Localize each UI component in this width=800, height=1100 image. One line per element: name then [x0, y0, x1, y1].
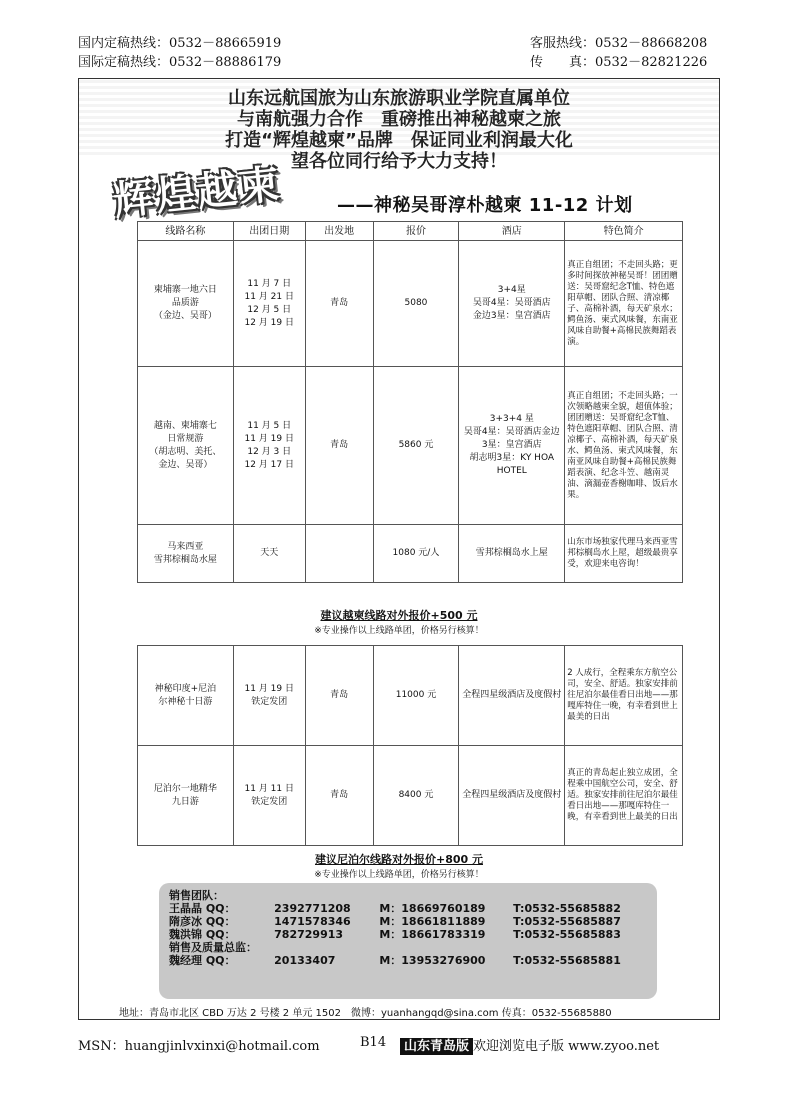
contact-mobile: M：13953276900	[379, 954, 486, 967]
intl-hotline: 国际定稿热线：0532－88886179	[78, 55, 282, 70]
col-header: 出发地	[305, 222, 373, 241]
sales-team-title: 销售团队：	[169, 889, 224, 902]
contact-name: 魏洪锦 QQ：	[169, 928, 236, 941]
edition-badge: 山东青岛版	[400, 1038, 473, 1055]
note-sub: ※专业操作以上线路单团，价格另行核算！	[314, 626, 484, 636]
contact-qq: 2392771208	[274, 902, 351, 915]
col-header: 报价	[373, 222, 459, 241]
contact-row	[169, 902, 647, 915]
features: 2 人成行，全程乘东方航空公司，安全、舒适。独家安排前往尼泊尔最佳看日出地——那嘎库特住一晚，有幸看到世上最美的日出	[565, 646, 683, 746]
header-right	[530, 34, 707, 72]
features: 山东市场独家代理马来西亚雪邦棕榈岛水上屋，超级最贵享受，欢迎来电咨询！	[565, 525, 683, 583]
contact-qq: 782729913	[274, 928, 344, 941]
india-nepal-table	[137, 645, 683, 846]
contact-row	[169, 915, 647, 928]
contact-name: 王晶晶 QQ：	[169, 902, 236, 915]
route-name: 神秘印度+尼泊 尔神秘十日游	[138, 646, 234, 746]
price: 5860 元	[373, 367, 459, 525]
vietnam-pricing-note	[79, 607, 719, 636]
col-header: 酒店	[459, 222, 565, 241]
sales-contact-box	[159, 883, 657, 999]
nepal-pricing-note	[79, 851, 719, 880]
note-main: 建议越柬线路对外报价+500 元	[320, 609, 478, 622]
contact-name: 隋彦冰 QQ：	[169, 915, 236, 928]
hotel: 全程四星级酒店及度假村	[459, 646, 565, 746]
service-hotline: 客服热线：0532－88668208	[530, 36, 708, 51]
page-number: B14	[360, 1035, 387, 1050]
price: 5080	[373, 241, 459, 367]
vietnam-cambodia-table	[137, 221, 683, 583]
quality-director-title: 销售及质量总监：	[169, 941, 257, 954]
banner-line-4: 望各位同行给予大力支持！	[291, 151, 507, 172]
brand-logo: 辉煌越柬	[111, 160, 284, 225]
origin: 青岛	[305, 646, 373, 746]
depart-dates: 天天	[233, 525, 305, 583]
contact-mobile: M：18661811889	[379, 915, 486, 928]
table-row	[138, 646, 683, 746]
col-header: 特色简介	[565, 222, 683, 241]
footer-tagline: 欢迎浏览电子版 www.zyoo.net	[473, 1039, 660, 1054]
fax-number: 传 真：0532－82821226	[530, 55, 708, 70]
origin	[305, 525, 373, 583]
depart-dates: 11 月 5 日 11 月 19 日 12 月 3 日 12 月 17 日	[233, 367, 305, 525]
hotel: 3+3+4 星 吴哥4星：吴哥酒店金边3星：皇宫酒店 胡志明3星：KY HOA HOTEL	[459, 367, 565, 525]
promo-banner	[79, 79, 719, 172]
hotel: 全程四星级酒店及度假村	[459, 746, 565, 846]
route-name: 马来西亚 雪邦棕榈岛水屋	[138, 525, 234, 583]
table-row	[138, 367, 683, 525]
banner-line-2: 与南航强力合作 重磅推出神秘越柬之旅	[237, 109, 561, 130]
price: 8400 元	[373, 746, 459, 846]
contact-row	[169, 954, 647, 967]
contact-qq: 20133407	[274, 954, 336, 967]
table-header-row	[138, 222, 683, 241]
contact-tel: T:0532-55685882	[513, 902, 621, 915]
route-name: 尼泊尔一地精华 九日游	[138, 746, 234, 846]
note-sub: ※专业操作以上线路单团，价格另行核算！	[314, 870, 484, 880]
footer-msn: MSN：huangjinlvxinxi@hotmail.com	[78, 1039, 320, 1054]
banner-line-1: 山东远航国旅为山东旅游职业学院直属单位	[228, 88, 570, 109]
depart-dates: 11 月 7 日 11 月 21 日 12 月 5 日 12 月 19 日	[233, 241, 305, 367]
depart-dates: 11 月 19 日 铁定发团	[233, 646, 305, 746]
hotel: 3+4星 吴哥4星：吴哥酒店 金边3星：皇宫酒店	[459, 241, 565, 367]
header-left	[78, 34, 281, 72]
plan-subtitle: ——神秘吴哥淳朴越柬 11-12 计划	[337, 195, 633, 216]
route-name: 柬埔寨一地六日 品质游 （金边、吴哥）	[138, 241, 234, 367]
contact-tel: T:0532-55685887	[513, 915, 621, 928]
price: 1080 元/人	[373, 525, 459, 583]
contact-tel: T:0532-55685881	[513, 954, 621, 967]
domestic-hotline: 国内定稿热线：0532－88665919	[78, 36, 282, 51]
price: 11000 元	[373, 646, 459, 746]
banner-line-3: 打造“辉煌越柬”品牌 保证同业利润最大化	[225, 130, 573, 151]
table-row	[138, 746, 683, 846]
address-line: 地址：青岛市北区 CBD 万达 2 号楼 2 单元 1502 微博：yuanhangqd@sina.com 传真：0532-55685880	[119, 1008, 612, 1019]
contact-tel: T:0532-55685883	[513, 928, 621, 941]
depart-dates: 11 月 11 日 铁定发团	[233, 746, 305, 846]
footer-brand	[400, 1035, 659, 1054]
origin: 青岛	[305, 367, 373, 525]
route-name: 越南、柬埔寨七 日常规游 （胡志明、美托、 金边、吴哥）	[138, 367, 234, 525]
features: 真正自组团；不走回头路；更多时间探放神秘吴哥！团团赠送：吴哥窟纪念T恤、特色遮阳草帽、团队合照、清凉椰子、高棉补酒，每天矿泉水；鳄鱼汤、柬式风味餐，东南亚风味自助餐+高棉民族舞蹈表演。	[565, 241, 683, 367]
ad-frame	[78, 78, 720, 1020]
origin: 青岛	[305, 241, 373, 367]
hotel: 雪邦棕榈岛水上屋	[459, 525, 565, 583]
contact-qq: 1471578346	[274, 915, 351, 928]
col-header: 出团日期	[233, 222, 305, 241]
features: 真正的青岛起止独立成团，全程乘中国航空公司，安全、舒适。独家安排前往尼泊尔最佳看日出地——那嘎库特住一晚，有幸看到世上最美的日出	[565, 746, 683, 846]
note-main: 建议尼泊尔线路对外报价+800 元	[314, 853, 483, 866]
table-row	[138, 241, 683, 367]
origin: 青岛	[305, 746, 373, 846]
contact-name: 魏经理 QQ：	[169, 954, 236, 967]
contact-mobile: M：18661783319	[379, 928, 486, 941]
features: 真正自组团；不走回头路；一次领略越柬全貌，超值体验；团团赠送：吴哥窟纪念T恤、特色遮阳草帽、团队合照、清凉椰子、高棉补酒，每天矿泉水、鳄鱼汤、柬式风味餐，东南亚风味自助餐+高棉民族舞蹈表演、纪念斗笠、越南灵油、滴漏壶香榭咖啡、饭后水果。	[565, 367, 683, 525]
table-row	[138, 525, 683, 583]
contact-mobile: M：18669760189	[379, 902, 486, 915]
col-header: 线路名称	[138, 222, 234, 241]
contact-row	[169, 928, 647, 941]
